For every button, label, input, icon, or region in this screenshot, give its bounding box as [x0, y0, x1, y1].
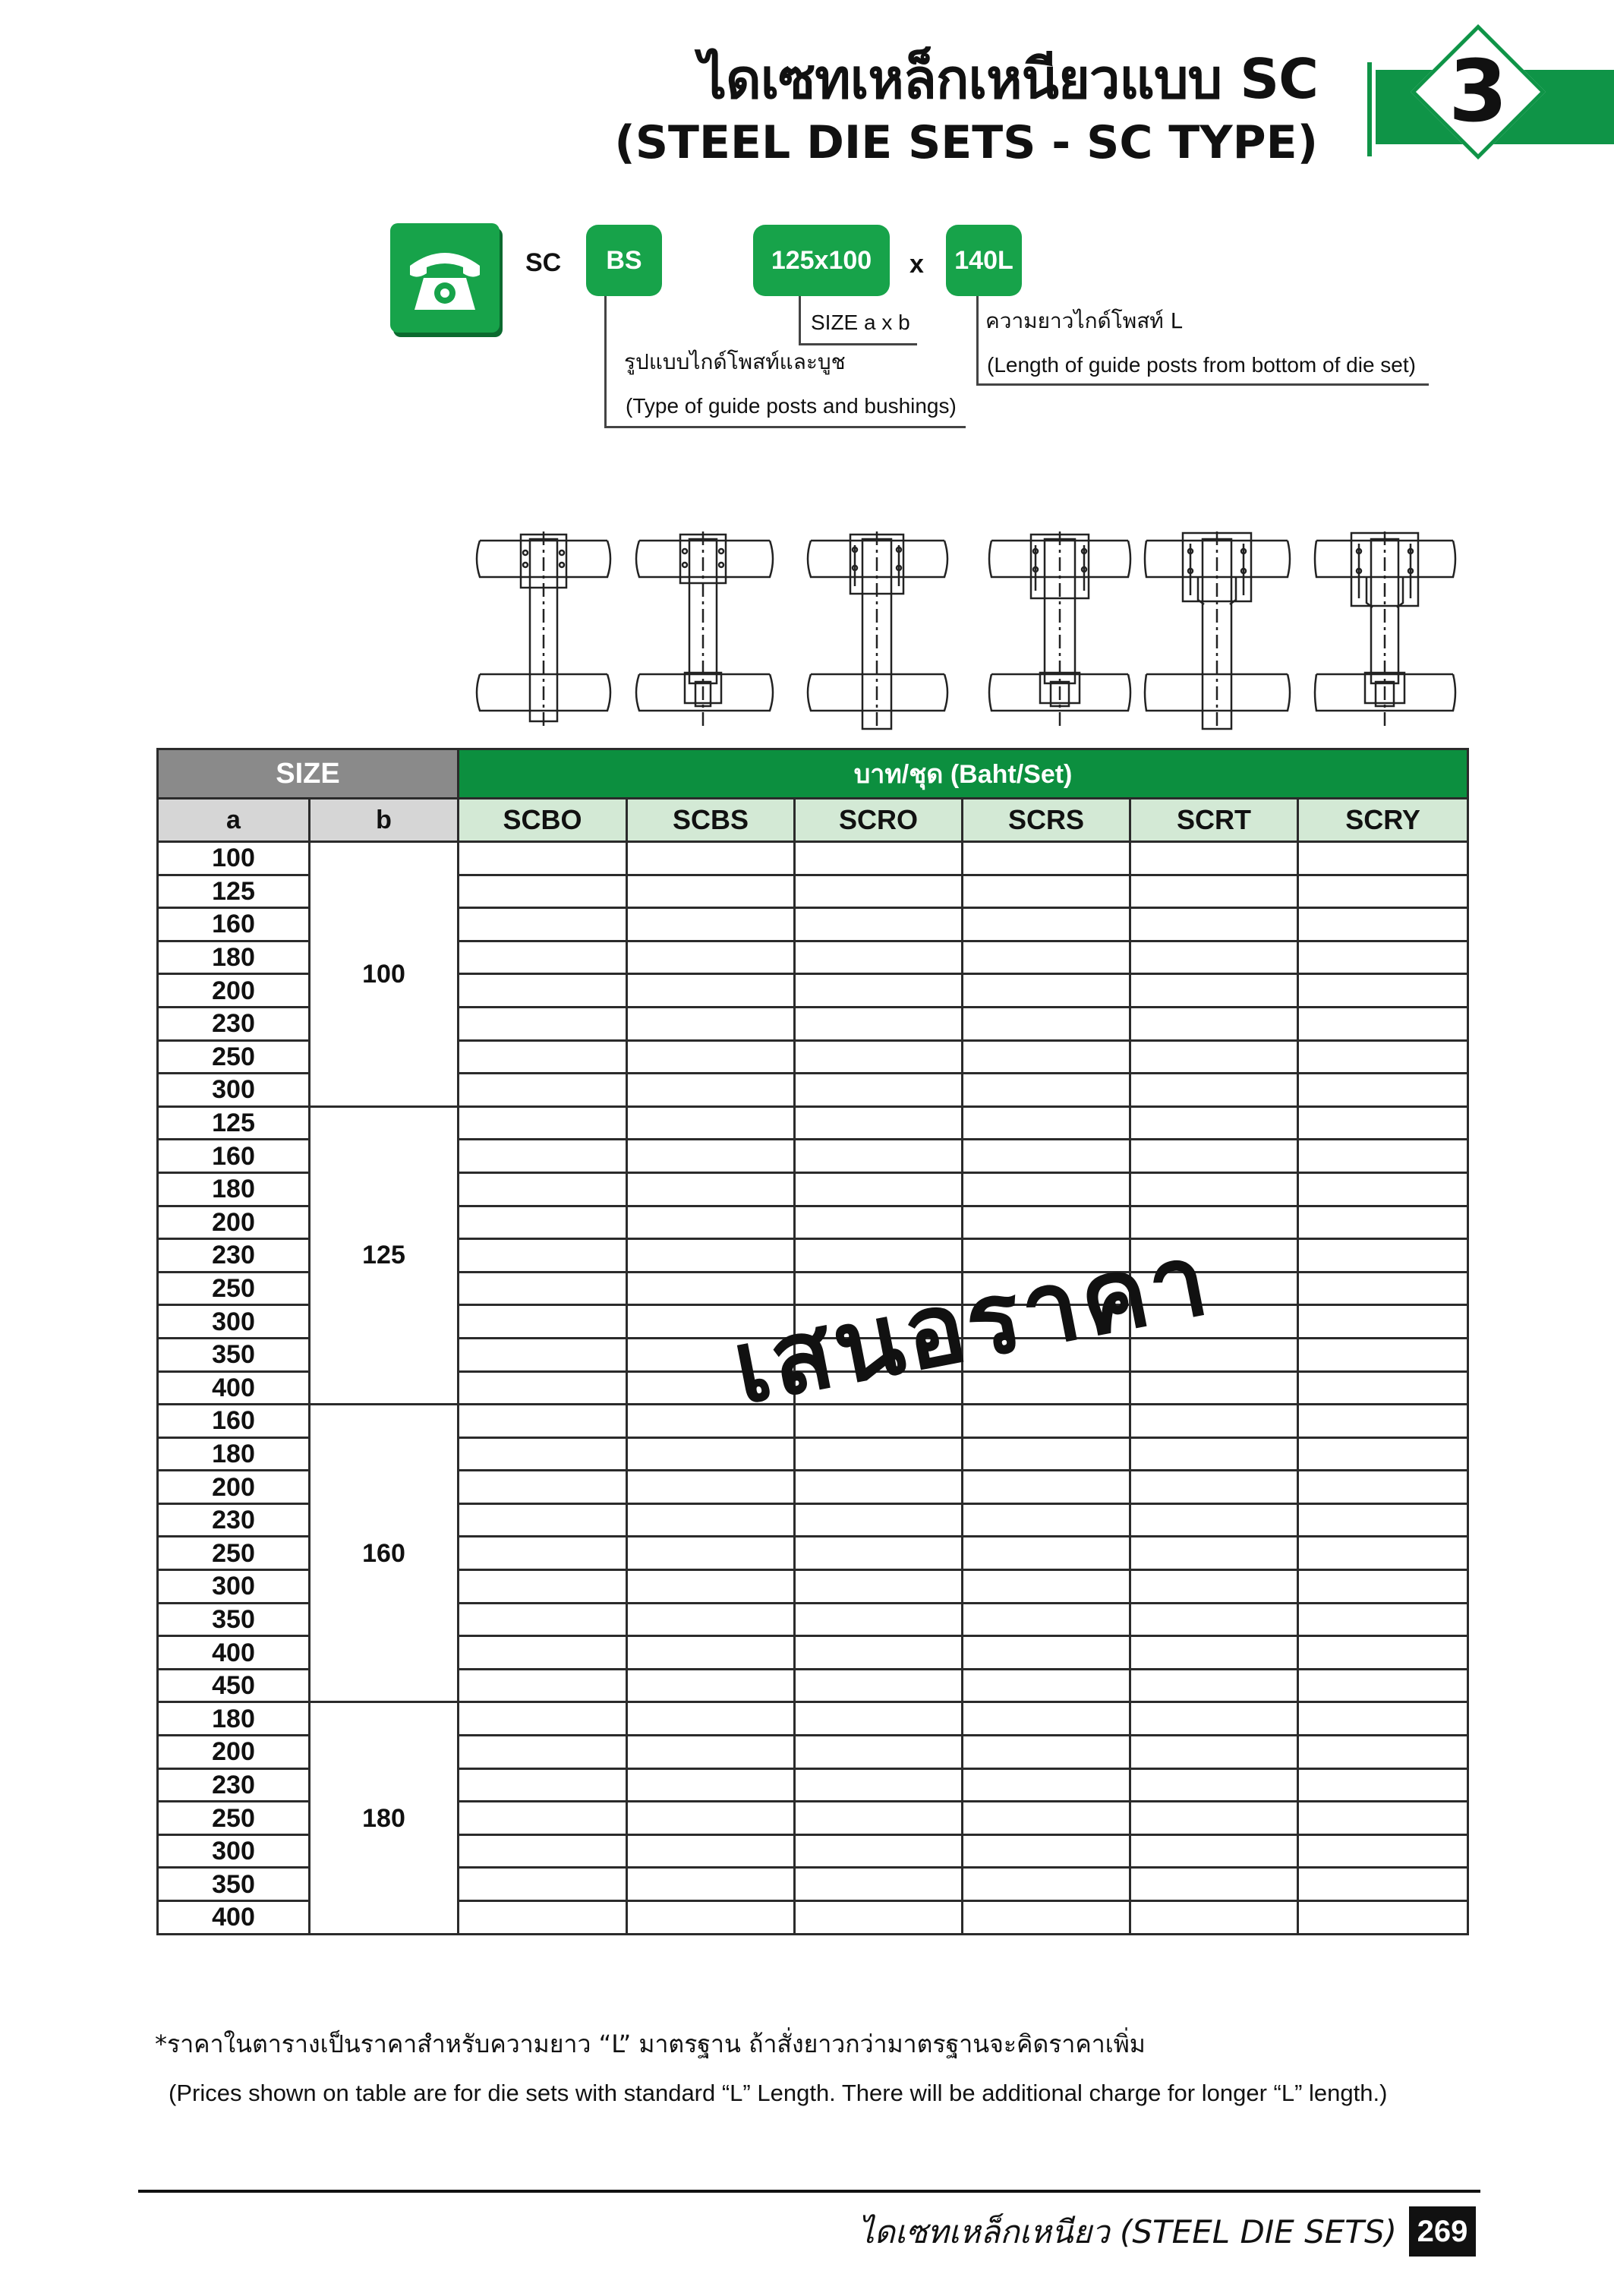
price-cell-scrs	[963, 1007, 1130, 1040]
price-cell-scro	[795, 842, 963, 875]
price-cell-scrt	[1130, 1603, 1298, 1636]
price-cell-scbs	[627, 1702, 795, 1736]
size-a-cell: 250	[158, 1272, 310, 1305]
column-b-header: b	[310, 799, 459, 842]
price-cell-scrt	[1130, 1868, 1298, 1901]
price-cell-scbo	[459, 1736, 627, 1769]
size-a-cell: 250	[158, 1802, 310, 1835]
price-cell-scry	[1298, 1503, 1468, 1537]
price-cell-scro	[795, 1570, 963, 1604]
price-cell-scro	[795, 1802, 963, 1835]
price-cell-scrt	[1130, 974, 1298, 1008]
price-cell-scro	[795, 1007, 963, 1040]
size-a-cell: 230	[158, 1768, 310, 1802]
price-cell-scrt	[1130, 1437, 1298, 1471]
price-cell-scry	[1298, 1768, 1468, 1802]
drawing-scbs	[636, 531, 773, 730]
length-connector-h	[976, 383, 1429, 386]
size-b-cell: 180	[310, 1702, 459, 1934]
price-cell-scro	[795, 941, 963, 974]
price-cell-scrs	[963, 1736, 1130, 1769]
length-note-thai: ความยาวไกด์โพสท์ L	[985, 308, 1183, 333]
footnote-thai: *ราคาในตารางเป็นราคาสำหรับความยาว “L” มาตรฐาน ถ้าสั่งยาวกว่ามาตรฐานจะคิดราคาเพิ่ม	[155, 2030, 1146, 2058]
price-cell-scbs	[627, 974, 795, 1008]
price-cell-scrt	[1130, 908, 1298, 941]
model-header-scrt: SCRT	[1130, 799, 1298, 842]
price-cell-scry	[1298, 908, 1468, 941]
price-cell-scry	[1298, 1338, 1468, 1371]
drawing-scry	[1315, 531, 1455, 730]
drawing-scro	[808, 531, 947, 730]
price-cell-scrt	[1130, 1570, 1298, 1604]
price-cell-scro	[795, 1537, 963, 1570]
price-cell-scbs	[627, 1802, 795, 1835]
price-cell-scro	[795, 974, 963, 1008]
size-a-cell: 180	[158, 941, 310, 974]
price-cell-scrt	[1130, 941, 1298, 974]
price-cell-scry	[1298, 1305, 1468, 1339]
size-a-cell: 350	[158, 1868, 310, 1901]
price-cell-scbo	[459, 1537, 627, 1570]
price-cell-scrt	[1130, 1702, 1298, 1736]
price-cell-scbo	[459, 842, 627, 875]
price-cell-scbo	[459, 908, 627, 941]
price-cell-scry	[1298, 1834, 1468, 1868]
price-cell-scbo	[459, 1834, 627, 1868]
price-cell-scry	[1298, 1206, 1468, 1239]
price-cell-scbs	[627, 1901, 795, 1935]
size-connector-h	[799, 343, 917, 345]
size-a-cell: 160	[158, 1405, 310, 1438]
price-cell-scbs	[627, 875, 795, 908]
price-cell-scrs	[963, 1570, 1130, 1604]
price-cell-scry	[1298, 842, 1468, 875]
price-cell-scrs	[963, 1106, 1130, 1140]
price-cell-scbs	[627, 1206, 795, 1239]
price-cell-scbo	[459, 1040, 627, 1074]
price-cell-scro	[795, 1868, 963, 1901]
size-a-cell: 180	[158, 1172, 310, 1206]
price-cell-scro	[795, 1736, 963, 1769]
size-a-cell: 125	[158, 1106, 310, 1140]
type-note-english: (Type of guide posts and bushings)	[626, 394, 957, 418]
price-cell-scbo	[459, 1371, 627, 1405]
price-cell-scbo	[459, 974, 627, 1008]
drawing-scrt	[1145, 531, 1290, 730]
price-cell-scbo	[459, 1603, 627, 1636]
price-cell-scbo	[459, 1437, 627, 1471]
price-cell-scry	[1298, 1007, 1468, 1040]
price-cell-scbo	[459, 875, 627, 908]
drawing-scrs	[989, 531, 1130, 730]
size-b-cell: 160	[310, 1405, 459, 1702]
price-cell-scrt	[1130, 1172, 1298, 1206]
price-cell-scrs	[963, 1437, 1130, 1471]
price-cell-scry	[1298, 1371, 1468, 1405]
price-cell-scrt	[1130, 1834, 1298, 1868]
model-header-scry: SCRY	[1298, 799, 1468, 842]
price-cell-scro	[795, 1106, 963, 1140]
price-cell-scbo	[459, 1206, 627, 1239]
price-cell-scbo	[459, 1868, 627, 1901]
price-cell-scrt	[1130, 1537, 1298, 1570]
price-cell-scbo	[459, 1272, 627, 1305]
column-a-header: a	[158, 799, 310, 842]
price-cell-scbs	[627, 1768, 795, 1802]
size-a-cell: 100	[158, 842, 310, 875]
price-cell-scbo	[459, 1503, 627, 1537]
footer-rule	[138, 2190, 1480, 2193]
price-cell-scry	[1298, 1239, 1468, 1273]
price-cell-scbo	[459, 1140, 627, 1173]
price-cell-scrt	[1130, 1802, 1298, 1835]
size-a-cell: 300	[158, 1305, 310, 1339]
price-cell-scrt	[1130, 1471, 1298, 1504]
price-cell-scro	[795, 1074, 963, 1107]
size-note: SIZE a x b	[811, 311, 910, 334]
price-cell-scrs	[963, 1768, 1130, 1802]
drawing-scbo	[477, 531, 610, 730]
price-cell-scrt	[1130, 842, 1298, 875]
size-a-cell: 160	[158, 908, 310, 941]
size-a-cell: 200	[158, 1471, 310, 1504]
price-cell-scbo	[459, 941, 627, 974]
price-cell-scro	[795, 1206, 963, 1239]
model-header-scrs: SCRS	[963, 799, 1130, 842]
price-cell-scbs	[627, 1040, 795, 1074]
price-cell-scro	[795, 1140, 963, 1173]
price-cell-scry	[1298, 1636, 1468, 1670]
price-cell-scrt	[1130, 1901, 1298, 1935]
size-a-cell: 230	[158, 1239, 310, 1273]
price-cell-scrs	[963, 1040, 1130, 1074]
table-row	[158, 1702, 1468, 1736]
price-cell-scrt	[1130, 1074, 1298, 1107]
price-cell-scrs	[963, 1702, 1130, 1736]
price-cell-scrt	[1130, 1140, 1298, 1173]
price-cell-scro	[795, 1603, 963, 1636]
telephone-icon	[390, 223, 500, 333]
price-cell-scrs	[963, 974, 1130, 1008]
price-cell-scro	[795, 1768, 963, 1802]
size-a-cell: 180	[158, 1702, 310, 1736]
price-cell-scry	[1298, 875, 1468, 908]
price-cell-scrt	[1130, 1503, 1298, 1537]
size-a-cell: 350	[158, 1603, 310, 1636]
price-cell-scbo	[459, 1768, 627, 1802]
price-cell-scrt	[1130, 1636, 1298, 1670]
price-cell-scrs	[963, 941, 1130, 974]
guide-post-drawings	[471, 531, 1458, 736]
price-cell-scry	[1298, 1901, 1468, 1935]
price-cell-scrs	[963, 1172, 1130, 1206]
size-a-cell: 300	[158, 1834, 310, 1868]
price-cell-scry	[1298, 1106, 1468, 1140]
price-cell-scrs	[963, 842, 1130, 875]
size-a-cell: 450	[158, 1669, 310, 1702]
size-a-cell: 400	[158, 1901, 310, 1935]
price-cell-scro	[795, 1636, 963, 1670]
price-cell-scry	[1298, 1074, 1468, 1107]
price-cell-scbs	[627, 1172, 795, 1206]
price-cell-scbs	[627, 1834, 795, 1868]
size-a-cell: 300	[158, 1074, 310, 1107]
price-cell-scry	[1298, 941, 1468, 974]
price-cell-scry	[1298, 1437, 1468, 1471]
price-cell-scro	[795, 1503, 963, 1537]
price-cell-scrs	[963, 1802, 1130, 1835]
price-cell-scrt	[1130, 1106, 1298, 1140]
price-cell-scbs	[627, 1570, 795, 1604]
model-header-scbs: SCBS	[627, 799, 795, 842]
price-cell-scry	[1298, 1172, 1468, 1206]
size-header: SIZE	[158, 749, 459, 799]
price-cell-scrt	[1130, 1007, 1298, 1040]
price-cell-scrt	[1130, 1768, 1298, 1802]
price-cell-scbo	[459, 1702, 627, 1736]
price-cell-scbo	[459, 1305, 627, 1339]
size-a-cell: 160	[158, 1140, 310, 1173]
size-a-cell: 125	[158, 875, 310, 908]
price-cell-scrs	[963, 1537, 1130, 1570]
price-cell-scrs	[963, 1603, 1130, 1636]
price-cell-scbo	[459, 1636, 627, 1670]
page-title-english: (STEEL DIE SETS - SC TYPE)	[614, 116, 1318, 169]
price-cell-scbs	[627, 1868, 795, 1901]
price-cell-scbo	[459, 1007, 627, 1040]
price-cell-scro	[795, 1901, 963, 1935]
price-cell-scbs	[627, 908, 795, 941]
price-cell-scrt	[1130, 1040, 1298, 1074]
price-cell-scrt	[1130, 1371, 1298, 1405]
price-cell-scbo	[459, 1471, 627, 1504]
type-note-thai: รูปแบบไกด์โพสท์และบูช	[624, 349, 846, 374]
price-cell-scro	[795, 1669, 963, 1702]
size-a-cell: 200	[158, 1206, 310, 1239]
price-cell-scbs	[627, 1636, 795, 1670]
price-cell-scbs	[627, 842, 795, 875]
table-row	[158, 842, 1468, 875]
price-cell-scbs	[627, 1471, 795, 1504]
size-b-cell: 100	[310, 842, 459, 1107]
price-cell-scrt	[1130, 875, 1298, 908]
price-cell-scrs	[963, 1834, 1130, 1868]
price-cell-scbo	[459, 1239, 627, 1273]
price-header: บาท/ชุด (Baht/Set)	[459, 749, 1468, 799]
price-cell-scro	[795, 875, 963, 908]
price-cell-scbo	[459, 1405, 627, 1438]
price-cell-scbo	[459, 1669, 627, 1702]
size-a-cell: 200	[158, 1736, 310, 1769]
price-cell-scbs	[627, 941, 795, 974]
price-cell-scbs	[627, 1239, 795, 1273]
footnote-english: (Prices shown on table are for die sets with standard “L” Length. There will be additional charge for longer “L” length.)	[169, 2080, 1388, 2106]
price-cell-scrt	[1130, 1405, 1298, 1438]
size-a-cell: 400	[158, 1636, 310, 1670]
price-cell-scrs	[963, 1503, 1130, 1537]
price-cell-scry	[1298, 1802, 1468, 1835]
price-cell-scbo	[459, 1802, 627, 1835]
price-cell-scry	[1298, 1471, 1468, 1504]
size-a-cell: 350	[158, 1338, 310, 1371]
model-header-scro: SCRO	[795, 799, 963, 842]
price-cell-scrs	[963, 1636, 1130, 1670]
size-a-cell: 250	[158, 1537, 310, 1570]
length-note-english: (Length of guide posts from bottom of die set)	[987, 353, 1416, 377]
size-a-cell: 250	[158, 1040, 310, 1074]
price-cell-scry	[1298, 1736, 1468, 1769]
price-cell-scbo	[459, 1074, 627, 1107]
price-cell-scry	[1298, 1603, 1468, 1636]
price-cell-scry	[1298, 1868, 1468, 1901]
price-cell-scbo	[459, 1106, 627, 1140]
price-cell-scry	[1298, 1669, 1468, 1702]
size-b-cell: 125	[310, 1106, 459, 1404]
price-cell-scro	[795, 1040, 963, 1074]
page-number: 269	[1409, 2206, 1476, 2257]
code-type-pill: BS	[586, 225, 662, 296]
length-connector-v	[976, 296, 979, 386]
price-cell-scbs	[627, 1007, 795, 1040]
footer-title: ไดเซทเหล็กเหนียว (STEEL DIE SETS)	[858, 2213, 1397, 2250]
type-connector-h	[604, 426, 966, 428]
price-cell-scry	[1298, 1570, 1468, 1604]
price-cell-scry	[1298, 974, 1468, 1008]
quote-stamp: เสนอราคา	[723, 1220, 1219, 1427]
chapter-number: 3	[1449, 43, 1508, 141]
size-a-cell: 200	[158, 974, 310, 1008]
price-cell-scrs	[963, 1868, 1130, 1901]
price-cell-scbo	[459, 1338, 627, 1371]
price-cell-scbs	[627, 1669, 795, 1702]
price-cell-scrt	[1130, 1669, 1298, 1702]
price-cell-scro	[795, 1834, 963, 1868]
page-title-thai: ไดเซทเหล็กเหนียวแบบ SC	[698, 47, 1318, 111]
price-cell-scbo	[459, 1901, 627, 1935]
price-cell-scro	[795, 1702, 963, 1736]
size-a-cell: 300	[158, 1570, 310, 1604]
price-cell-scbs	[627, 1603, 795, 1636]
size-a-cell: 230	[158, 1503, 310, 1537]
price-cell-scry	[1298, 1405, 1468, 1438]
price-cell-scrs	[963, 1471, 1130, 1504]
price-cell-scbo	[459, 1570, 627, 1604]
price-cell-scro	[795, 1437, 963, 1471]
size-a-cell: 230	[158, 1007, 310, 1040]
size-a-cell: 400	[158, 1371, 310, 1405]
type-connector-v	[604, 296, 607, 428]
price-cell-scrs	[963, 908, 1130, 941]
price-cell-scrs	[963, 1140, 1130, 1173]
chapter-tab-edge	[1367, 62, 1372, 156]
price-cell-scrs	[963, 1074, 1130, 1107]
price-cell-scrs	[963, 1901, 1130, 1935]
price-cell-scry	[1298, 1040, 1468, 1074]
price-cell-scbs	[627, 1736, 795, 1769]
price-cell-scry	[1298, 1272, 1468, 1305]
price-cell-scrs	[963, 1405, 1130, 1438]
price-cell-scry	[1298, 1702, 1468, 1736]
price-cell-scbs	[627, 1503, 795, 1537]
price-cell-scrs	[963, 1669, 1130, 1702]
price-cell-scro	[795, 1172, 963, 1206]
price-cell-scrs	[963, 875, 1130, 908]
size-a-cell: 180	[158, 1437, 310, 1471]
code-times-sign: x	[909, 250, 924, 279]
table-row	[158, 1106, 1468, 1140]
price-cell-scbs	[627, 1140, 795, 1173]
price-cell-scro	[795, 1471, 963, 1504]
price-cell-scbs	[627, 1074, 795, 1107]
code-prefix: SC	[525, 248, 562, 277]
price-cell-scrt	[1130, 1736, 1298, 1769]
model-header-scbo: SCBO	[459, 799, 627, 842]
price-cell-scbo	[459, 1172, 627, 1206]
price-cell-scro	[795, 908, 963, 941]
size-connector-v	[799, 296, 801, 345]
price-cell-scry	[1298, 1140, 1468, 1173]
price-cell-scbs	[627, 1537, 795, 1570]
code-size-pill: 125x100	[753, 225, 890, 296]
price-cell-scbs	[627, 1106, 795, 1140]
code-length-pill: 140L	[946, 225, 1022, 296]
price-cell-scry	[1298, 1537, 1468, 1570]
